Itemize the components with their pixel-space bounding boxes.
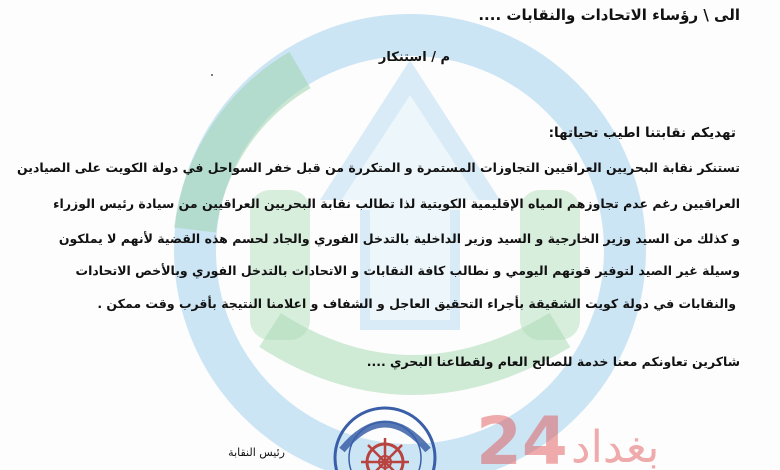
body-line-5: والنقابات في دولة كويت الشقيقة بأجراء التحقيق العاجل و الشفاف و اعلامنا النتيجة بأقرب وقت ممكن . <box>97 296 736 311</box>
subject-line: م / استنكار <box>378 50 450 65</box>
svg-text:24: 24 <box>476 404 568 470</box>
closing-line: شاكرين تعاونكم معنا خدمة للصالح العام ولقطاعنا البحري .... <box>366 354 740 369</box>
body-line-2: العراقيين رغم عدم تجاوزهم المياه الإقليمية الكويتية لذا تطالب نقابة البحريين العراقيين من سيادة رئيس الوزراء <box>53 196 740 211</box>
recipient-line: الى \ رؤساء الاتحادات والنقابات .... <box>478 6 740 24</box>
signature-title: رئيس النقابة <box>228 446 285 459</box>
body-line-3: و كذلك من السيد وزير الخارجية و السيد وزير الداخلية بالتدخل الفوري والجاد لحسم هذه القضية لأنهم لا يملكون <box>58 231 740 246</box>
baghdad24-watermark <box>476 404 776 470</box>
body-line-1: تستنكر نقابة البحريين العراقيين التجاوزات المستمرة و المتكررة من قبل خفر السواحل في دولة الكويت على الصيادين <box>17 160 740 175</box>
greeting-line: تهديكم نقابتنا اطيب تحياتها: <box>548 125 736 141</box>
stray-dot <box>211 74 213 76</box>
svg-text:بغداد: بغداد <box>571 422 660 470</box>
union-seal-stamp <box>330 400 440 470</box>
body-line-4: وسيلة غير الصيد لتوفير قوتهم اليومي و نطالب كافة النقابات و الاتحادات بالتدخل الفوري وبالأخص الاتحادات <box>75 263 740 278</box>
